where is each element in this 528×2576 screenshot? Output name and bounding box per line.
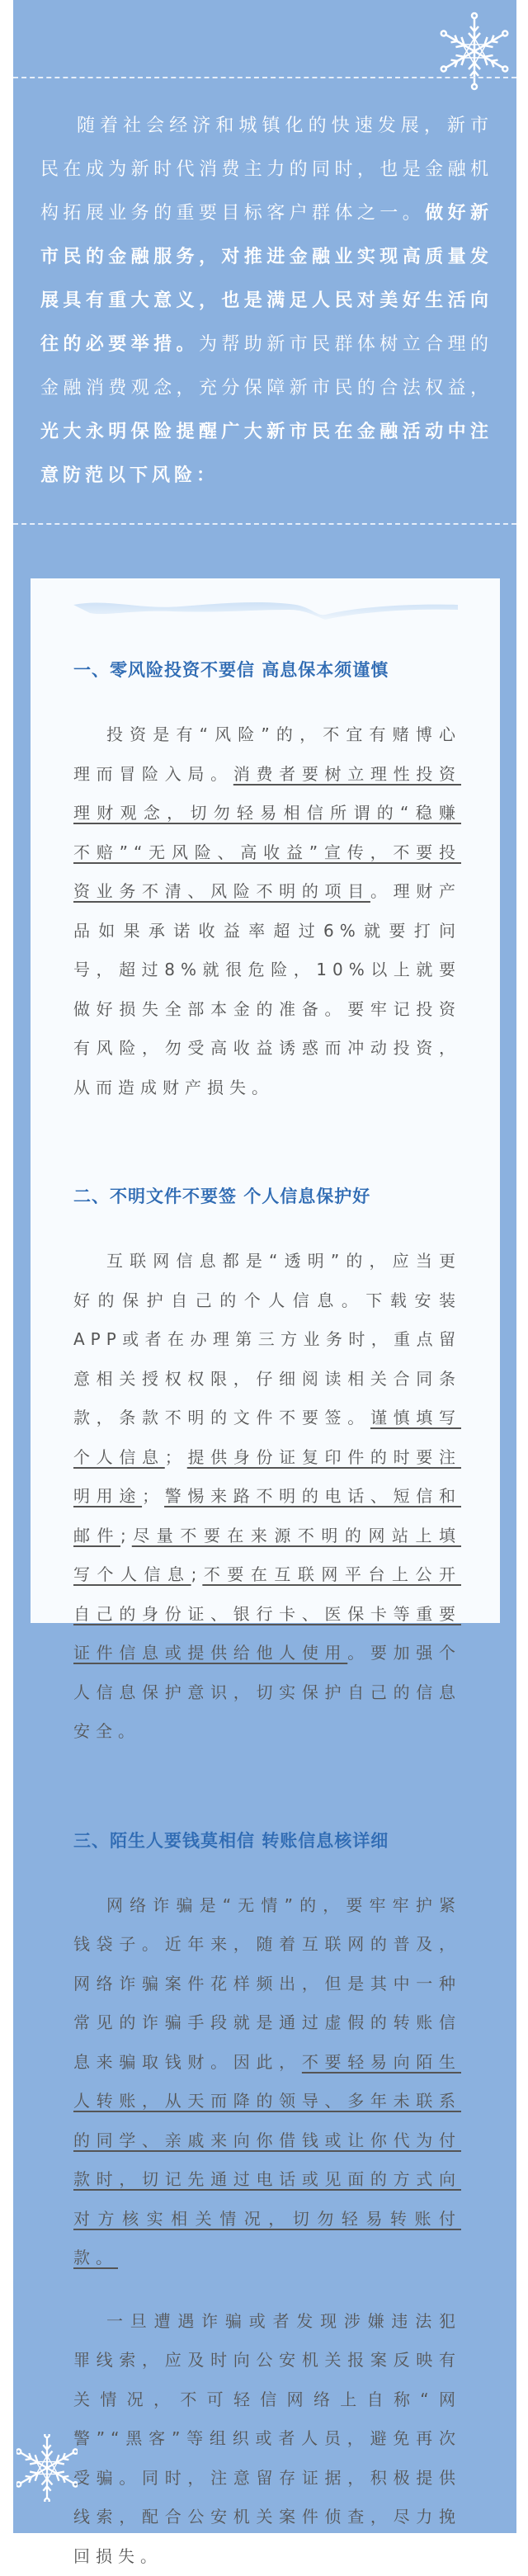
body-text: 。理财产品如果承诺收益率超过6%就要打问号，超过8%就很危险，10%以上就要做好损失全部本金的准备。要牢记投资有风险，勿受高收益诱惑而冲动投资，从而造成财产损失。 (73, 881, 461, 1097)
body-text: 。要加强个人信息保护意识，切实保护自己的信息安全。 (73, 1643, 461, 1741)
divider-top (13, 77, 516, 78)
section-paragraph (73, 2302, 461, 2576)
underlined-text: 提供身份证复印件的时要注明用途 (73, 1447, 461, 1507)
card-content (73, 650, 461, 2576)
body-text: ; (120, 1526, 132, 1545)
snowflake-icon (440, 12, 509, 91)
section-paragraph (73, 715, 461, 1107)
body-text: 网络诈骗是“无情”的，要牢牢护紧钱袋子。近年来，随着互联网的普及，网络诈骗案件花样频出，但是其中一种常见的诈骗手段就是通过虚假的转账信息来骗取钱财。因此， (73, 1895, 461, 2072)
underlined-text: 不要轻易向陌生人转账，从天而降的领导、多年未联系的同学、亲戚来向你借钱或让你代为付款时，切记先通过电话或见面的方式向对方核实相关情况，切勿轻易转账付款。 (73, 2052, 461, 2268)
section-heading: 二、不明文件不要签 个人信息保护好 (73, 1177, 461, 1216)
section-paragraph (73, 1886, 461, 2278)
intro-paragraph (40, 104, 493, 498)
body-text: 投资是有“风险”的，不宜有赌博心理而冒险入局。 (73, 724, 461, 784)
intro-text: 随着社会经济和城镇化的快速发展，新市民在成为新时代消费主力的同时，也是金融机构拓展业务的重要目标客户群体之一。 (40, 116, 493, 224)
risk-card (31, 578, 500, 1623)
underlined-text: 警惕来路不明的电话、短信和邮件 (73, 1486, 461, 1545)
underlined-text: 谨慎填写个人信息 (73, 1408, 461, 1467)
underlined-text: 不要在互联网平台上公开自己的身份证、银行卡、医保卡等重要证件信息或提供给他人使用 (73, 1564, 461, 1663)
section-heading: 三、陌生人要钱莫相信 转账信息核详细 (73, 1821, 461, 1861)
body-text: ； (142, 1486, 164, 1506)
intro-text: 为帮助新市民群体树立合理的金融消费观念，充分保障新市民的合法权益， (40, 334, 493, 399)
divider-middle (13, 523, 516, 525)
underlined-text: 消费者要树立理性投资理财观念，切勿轻易相信所谓的“稳赚不赔”“无风险、高收益”宣传，不要投资业务不清、风险不明的项目 (73, 764, 461, 902)
snowflake-icon-bottom (16, 2434, 78, 2502)
intro-bold-text: 做好新市民的金融服务，对推进金融业实现高质量发展具有重大意义，也是满足人民对美好生活向往的必要举措。 (40, 203, 493, 355)
body-text: ; (191, 1564, 203, 1584)
body-text: ； (165, 1447, 187, 1467)
intro-bold-text: 光大永明保险提醒广大新市民在金融活动中注意防范以下风险： (40, 422, 493, 486)
body-text: 互联网信息都是“透明”的，应当更好的保护自己的个人信息。下载安装APP或者在办理第三方业务时，重点留意相关授权权限，仔细阅读相关合同条款，条款不明的文件不要签。 (73, 1251, 461, 1427)
underlined-text: 尽量不要在来源不明的网站上填写个人信息 (73, 1526, 461, 1585)
wave-decoration (73, 598, 458, 623)
body-text: 一旦遭遇诈骗或者发现涉嫌违法犯罪线索，应及时向公安机关报案反映有关情况，不可轻信网络上自称“网警”“黑客”等组织或者人员，避免再次受骗。同时，注意留存证据，积极提供线索，配合公安机关案件侦查，尽力挽回损失。 (73, 2311, 461, 2566)
section-heading: 一、零风险投资不要信 高息保本须谨慎 (73, 650, 461, 690)
section-paragraph (73, 1242, 461, 1752)
